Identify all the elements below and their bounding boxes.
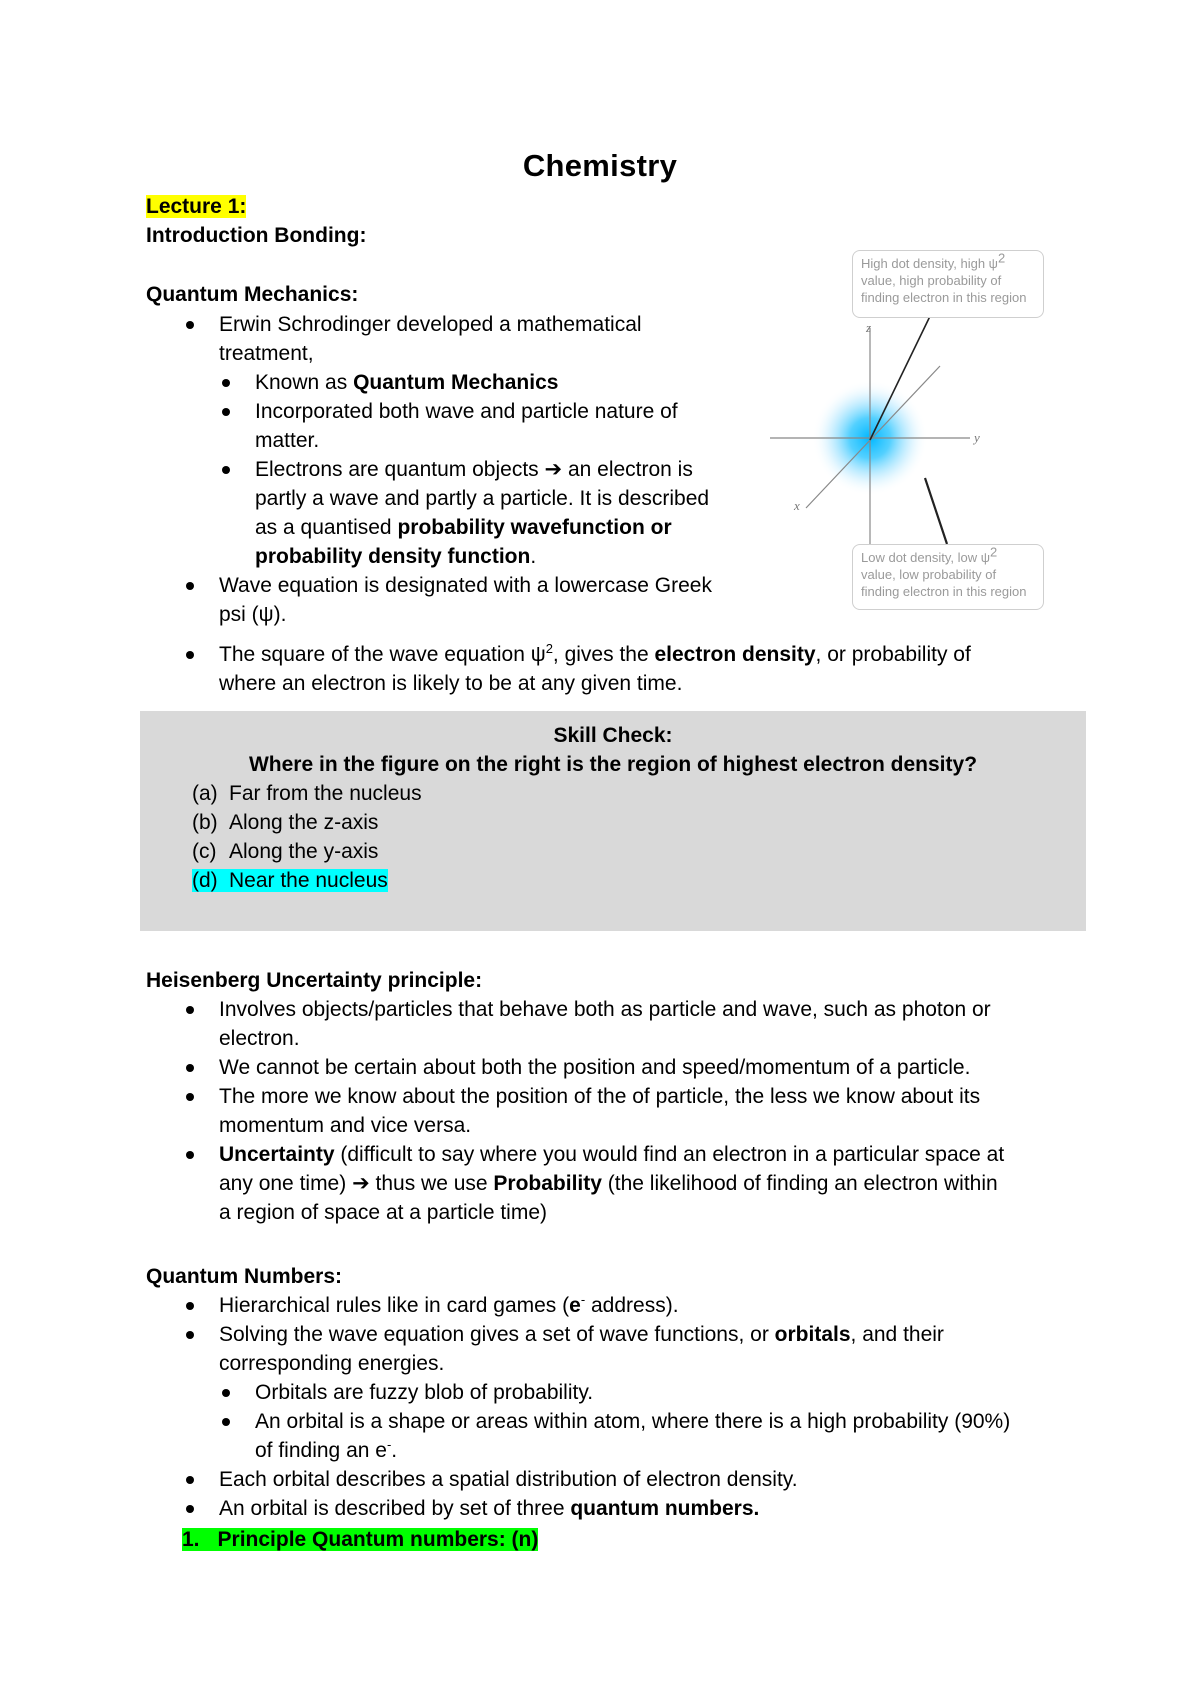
qn-bullet-3: Each orbital describes a spatial distribution of electron density. [219, 1465, 1099, 1494]
bullet-icon [186, 1476, 194, 1484]
bullet-icon [186, 651, 194, 659]
skill-option-d-answer: (d) Near the nucleus [192, 869, 388, 892]
qm-sub-1: Known as Quantum Mechanics [219, 368, 739, 397]
qm-sub-3: Electrons are quantum objects ➔ an electron is partly a wave and partly a particle. It is described as a quantised probability wavefunction or probability density function. [219, 455, 739, 571]
qm-sub-2: Incorporated both wave and particle nature of matter. [219, 397, 739, 455]
lecture-label: Lecture 1: [146, 195, 247, 218]
z-axis-label: z [866, 320, 872, 335]
skill-option-a: (a) Far from the nucleus [192, 782, 422, 805]
bullet-icon [222, 1389, 230, 1397]
qn-bullet-4: An orbital is described by set of three quantum numbers. [219, 1494, 1099, 1523]
skill-option-b: (b) Along the z-axis [192, 811, 379, 834]
bullet-icon [186, 1006, 194, 1014]
heisenberg-bullet-3: The more we know about the position of the of particle, the less we know about its momentum and vice versa. [219, 1082, 1099, 1140]
probability-density-figure [770, 248, 1046, 616]
qn-bullet-2: Solving the wave equation gives a set of wave functions, or orbitals, and their corresponding energies. [219, 1320, 1099, 1378]
qm-list [219, 310, 739, 629]
skill-check-title: Skill Check: [553, 724, 673, 747]
qm-bullet-1: Erwin Schrodinger developed a mathematical treatment, [219, 310, 739, 368]
skill-check-question: Where in the figure on the right is the region of highest electron density? [248, 753, 978, 776]
bullet-icon [186, 321, 194, 329]
bullet-icon [186, 1151, 194, 1159]
qn-sub-2: An orbital is a shape or areas within atom, where there is a high probability (90%) of finding an e-. [219, 1407, 1099, 1465]
skill-option-c: (c) Along the y-axis [192, 840, 379, 863]
quantum-mechanics-heading: Quantum Mechanics: [146, 283, 359, 306]
y-axis-label: y [974, 430, 980, 445]
qm-bullet-3: The square of the wave equation $\psi^2$, gives the electron density, or probability of where an electron is likely to be at any given time. [219, 640, 1079, 698]
qn-bullet-1: Hierarchical rules like in card games (e- address). [219, 1291, 1099, 1320]
lecture-subtitle: Introduction Bonding: [146, 224, 367, 247]
heisenberg-bullet-2: We cannot be certain about both the position and speed/momentum of a particle. [219, 1053, 1099, 1082]
principle-quantum-numbers-item: 1. Principle Quantum numbers: (n) [182, 1528, 539, 1551]
bullet-icon [186, 1093, 194, 1101]
bullet-icon [222, 466, 230, 474]
low-density-pointer [925, 478, 947, 544]
quantum-numbers-heading: Quantum Numbers: [146, 1265, 343, 1288]
bullet-icon [186, 1064, 194, 1072]
bullet-icon [222, 408, 230, 416]
bullet-icon [222, 379, 230, 387]
skill-check-box [140, 711, 1086, 931]
bullet-icon [186, 1302, 194, 1310]
arrow-icon: ➔ [352, 1172, 370, 1195]
page-title: Chemistry [522, 148, 678, 183]
bullet-icon [186, 582, 194, 590]
bullet-icon [186, 1505, 194, 1513]
heisenberg-bullet-4: Uncertainty (difficult to say where you would find an electron in a particular space at any one time) ➔ thus we use Probability (the likelihood of finding an electron within a region of space at a particle time) [219, 1140, 1099, 1227]
x-axis-label: x [794, 498, 800, 513]
heisenberg-list [219, 995, 1099, 1227]
arrow-icon: ➔ [544, 458, 563, 481]
bullet-icon [222, 1418, 230, 1426]
low-density-callout: Low dot density, low $\psi^2$ value, low probability of finding electron in this region [852, 544, 1044, 610]
heisenberg-bullet-1: Involves objects/particles that behave both as particle and wave, such as photon or electron. [219, 995, 1099, 1053]
quantum-numbers-list [219, 1291, 1099, 1523]
bullet-icon [186, 1331, 194, 1339]
qn-sub-1: Orbitals are fuzzy blob of probability. [219, 1378, 1099, 1407]
qm-bullet-2: Wave equation is designated with a lowercase Greek psi (ψ). [219, 571, 739, 629]
heisenberg-heading: Heisenberg Uncertainty principle: [146, 969, 483, 992]
high-density-callout: High dot density, high $\psi^2$ value, high probability of finding electron in this region [852, 250, 1044, 318]
